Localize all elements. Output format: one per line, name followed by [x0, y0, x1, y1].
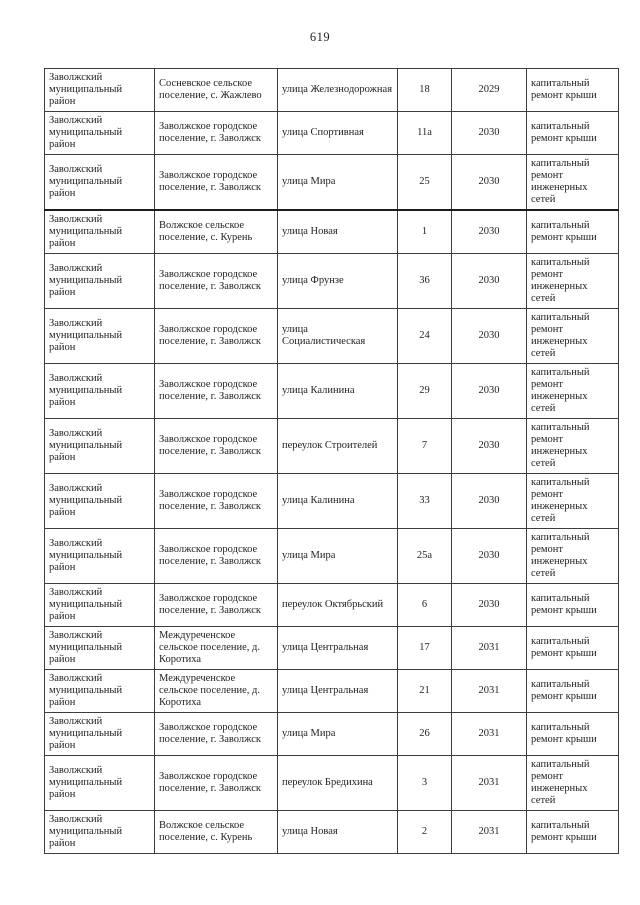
cell-work: капитальный ремонт инженерных сетей [527, 155, 619, 211]
cell-house: 26 [398, 713, 452, 756]
cell-district: Заволжский муниципальный район [45, 584, 155, 627]
cell-settlement: Заволжское городское поселение, г. Заволжск [155, 155, 278, 211]
cell-district: Заволжский муниципальный район [45, 811, 155, 854]
table-row [45, 364, 619, 419]
cell-district: Заволжский муниципальный район [45, 756, 155, 811]
cell-house: 11а [398, 112, 452, 155]
cell-street: улица Мира [278, 529, 398, 584]
cell-district: Заволжский муниципальный район [45, 309, 155, 364]
cell-settlement: Заволжское городское поселение, г. Заволжск [155, 474, 278, 529]
table-row [45, 627, 619, 670]
cell-settlement: Заволжское городское поселение, г. Заволжск [155, 254, 278, 309]
cell-year: 2030 [452, 309, 527, 364]
cell-work: капитальный ремонт инженерных сетей [527, 309, 619, 364]
cell-work: капитальный ремонт крыши [527, 584, 619, 627]
cell-district: Заволжский муниципальный район [45, 69, 155, 112]
cell-work: капитальный ремонт крыши [527, 811, 619, 854]
cell-house: 25а [398, 529, 452, 584]
cell-settlement: Заволжское городское поселение, г. Заволжск [155, 584, 278, 627]
table-row [45, 474, 619, 529]
cell-house: 33 [398, 474, 452, 529]
table-row [45, 69, 619, 112]
table-row [45, 713, 619, 756]
cell-district: Заволжский муниципальный район [45, 155, 155, 211]
table-row [45, 419, 619, 474]
cell-year: 2030 [452, 155, 527, 211]
cell-work: капитальный ремонт инженерных сетей [527, 474, 619, 529]
cell-settlement: Волжское сельское поселение, с. Курень [155, 210, 278, 254]
table-row [45, 309, 619, 364]
cell-street: улица Новая [278, 210, 398, 254]
cell-work: капитальный ремонт инженерных сетей [527, 756, 619, 811]
cell-work: капитальный ремонт крыши [527, 69, 619, 112]
cell-street: улица Мира [278, 155, 398, 211]
table-row [45, 210, 619, 254]
cell-street: улица Центральная [278, 670, 398, 713]
cell-settlement: Заволжское городское поселение, г. Заволжск [155, 112, 278, 155]
cell-year: 2031 [452, 756, 527, 811]
cell-settlement: Заволжское городское поселение, г. Заволжск [155, 419, 278, 474]
cell-district: Заволжский муниципальный район [45, 112, 155, 155]
cell-work: капитальный ремонт инженерных сетей [527, 419, 619, 474]
cell-work: капитальный ремонт инженерных сетей [527, 364, 619, 419]
cell-year: 2030 [452, 210, 527, 254]
cell-street: улица Железнодорожная [278, 69, 398, 112]
cell-year: 2029 [452, 69, 527, 112]
cell-district: Заволжский муниципальный район [45, 474, 155, 529]
cell-house: 2 [398, 811, 452, 854]
cell-year: 2030 [452, 112, 527, 155]
cell-street: улица Калинина [278, 474, 398, 529]
table-row [45, 155, 619, 211]
table-row [45, 529, 619, 584]
cell-district: Заволжский муниципальный район [45, 364, 155, 419]
cell-year: 2030 [452, 584, 527, 627]
cell-work: капитальный ремонт инженерных сетей [527, 254, 619, 309]
cell-work: капитальный ремонт крыши [527, 210, 619, 254]
cell-settlement: Заволжское городское поселение, г. Заволжск [155, 713, 278, 756]
table-body [45, 69, 619, 854]
cell-district: Заволжский муниципальный район [45, 254, 155, 309]
cell-settlement: Сосневское сельское поселение, с. Жажлево [155, 69, 278, 112]
cell-street: улица Центральная [278, 627, 398, 670]
cell-street: улица Фрунзе [278, 254, 398, 309]
cell-district: Заволжский муниципальный район [45, 419, 155, 474]
table-row [45, 811, 619, 854]
cell-street: улица Социалистическая [278, 309, 398, 364]
cell-house: 25 [398, 155, 452, 211]
cell-settlement: Заволжское городское поселение, г. Заволжск [155, 756, 278, 811]
table-row [45, 112, 619, 155]
cell-settlement: Заволжское городское поселение, г. Заволжск [155, 309, 278, 364]
cell-house: 21 [398, 670, 452, 713]
cell-street: улица Мира [278, 713, 398, 756]
cell-street: улица Спортивная [278, 112, 398, 155]
cell-work: капитальный ремонт крыши [527, 713, 619, 756]
cell-district: Заволжский муниципальный район [45, 529, 155, 584]
cell-street: улица Калинина [278, 364, 398, 419]
cell-house: 1 [398, 210, 452, 254]
table-row [45, 756, 619, 811]
repair-schedule-table [44, 68, 619, 854]
cell-house: 17 [398, 627, 452, 670]
cell-year: 2031 [452, 670, 527, 713]
cell-house: 24 [398, 309, 452, 364]
cell-year: 2030 [452, 364, 527, 419]
table-row [45, 584, 619, 627]
cell-settlement: Заволжское городское поселение, г. Заволжск [155, 529, 278, 584]
page-number: 619 [309, 30, 331, 44]
table-row [45, 254, 619, 309]
cell-street: переулок Октябрьский [278, 584, 398, 627]
cell-district: Заволжский муниципальный район [45, 713, 155, 756]
cell-house: 3 [398, 756, 452, 811]
cell-house: 6 [398, 584, 452, 627]
cell-settlement: Волжское сельское поселение, с. Курень [155, 811, 278, 854]
cell-house: 7 [398, 419, 452, 474]
cell-house: 36 [398, 254, 452, 309]
cell-year: 2030 [452, 419, 527, 474]
cell-work: капитальный ремонт крыши [527, 112, 619, 155]
cell-year: 2030 [452, 474, 527, 529]
cell-district: Заволжский муниципальный район [45, 210, 155, 254]
cell-house: 18 [398, 69, 452, 112]
cell-year: 2031 [452, 811, 527, 854]
cell-settlement: Междуреченское сельское поселение, д. Коротиха [155, 627, 278, 670]
cell-settlement: Междуреченское сельское поселение, д. Коротиха [155, 670, 278, 713]
cell-district: Заволжский муниципальный район [45, 670, 155, 713]
table-row [45, 670, 619, 713]
cell-year: 2030 [452, 254, 527, 309]
cell-year: 2030 [452, 529, 527, 584]
cell-street: переулок Бредихина [278, 756, 398, 811]
cell-house: 29 [398, 364, 452, 419]
cell-district: Заволжский муниципальный район [45, 627, 155, 670]
cell-work: капитальный ремонт крыши [527, 670, 619, 713]
cell-street: переулок Строителей [278, 419, 398, 474]
cell-work: капитальный ремонт крыши [527, 627, 619, 670]
cell-year: 2031 [452, 713, 527, 756]
cell-year: 2031 [452, 627, 527, 670]
cell-settlement: Заволжское городское поселение, г. Заволжск [155, 364, 278, 419]
cell-work: капитальный ремонт инженерных сетей [527, 529, 619, 584]
cell-street: улица Новая [278, 811, 398, 854]
